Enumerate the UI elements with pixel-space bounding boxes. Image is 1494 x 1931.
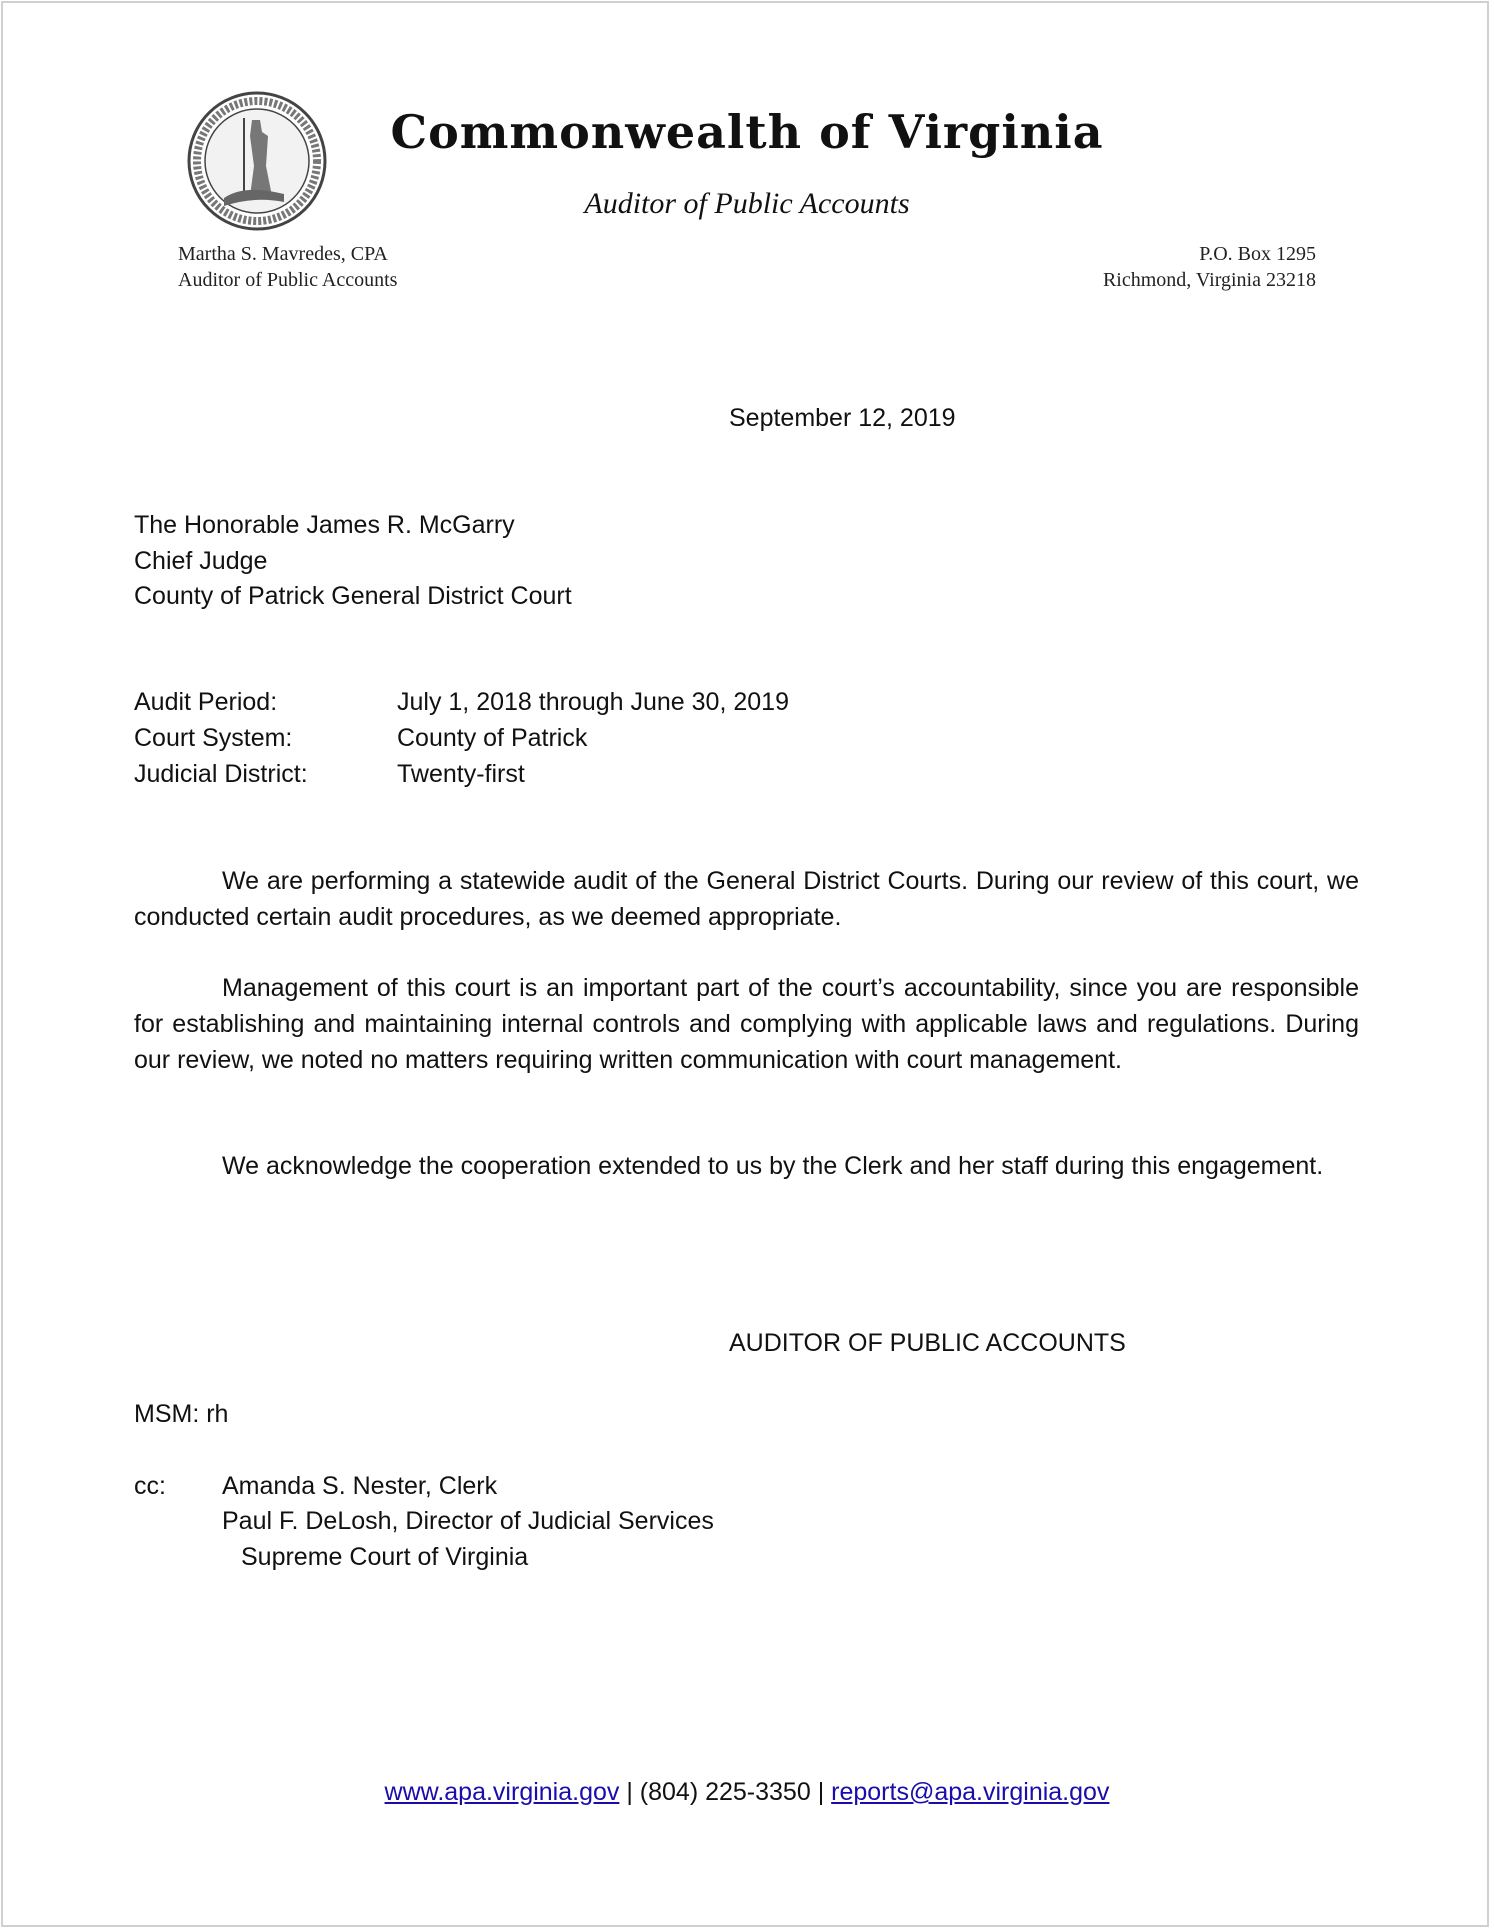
- letterhead-subtitle: Auditor of Public Accounts: [584, 187, 910, 220]
- cc-label: cc:: [134, 1472, 166, 1500]
- city-address: Richmond, Virginia 23218: [1102, 269, 1316, 291]
- po-box: P.O. Box 1295: [1199, 243, 1316, 265]
- auditor-name: Martha S. Mavredes, CPA: [178, 243, 388, 265]
- recipient-line: The Honorable James R. McGarry: [134, 511, 515, 539]
- phone-number: (804) 225-3350: [639, 1778, 811, 1806]
- cc-line: Paul F. DeLosh, Director of Judicial Services: [222, 1507, 714, 1535]
- cc-line: Supreme Court of Virginia: [241, 1543, 529, 1571]
- footer: [0, 1778, 1494, 1807]
- paragraph-3: [134, 1148, 1359, 1184]
- recipient-line: County of Patrick General District Court: [134, 582, 572, 610]
- letter-date: September 12, 2019: [729, 404, 956, 432]
- signature-block: AUDITOR OF PUBLIC ACCOUNTS: [729, 1329, 1126, 1357]
- court-system-value: County of Patrick: [397, 724, 588, 752]
- website-link[interactable]: www.apa.virginia.gov: [384, 1778, 620, 1806]
- separator: |: [810, 1778, 832, 1806]
- separator: |: [619, 1778, 640, 1806]
- paragraph-1: [134, 863, 1359, 935]
- audit-period-label: Audit Period:: [134, 688, 278, 716]
- judicial-district-label: Judicial District:: [134, 760, 308, 788]
- initials: MSM: rh: [134, 1400, 229, 1428]
- auditor-title: Auditor of Public Accounts: [178, 269, 398, 291]
- paragraph-text: We are performing a statewide audit of the General District Courts. During our review of this court, we conducted certain audit procedures, as we deemed appropriate.: [134, 867, 1359, 931]
- email-link[interactable]: reports@apa.virginia.gov: [831, 1778, 1110, 1806]
- judicial-district-value: Twenty-first: [397, 760, 525, 788]
- paragraph-text: We acknowledge the cooperation extended to us by the Clerk and her staff during this engagement.: [222, 1152, 1324, 1180]
- paragraph-2: [134, 970, 1359, 1078]
- paragraph-text: Management of this court is an important part of the court’s accountability, since you are responsible for establishing and maintaining internal controls and complying with applicable laws and regulations. During our review, we noted no matters requiring written communication with court management.: [134, 974, 1359, 1074]
- letterhead-title: Commonwealth of Virginia: [390, 105, 1104, 159]
- cc-line: Amanda S. Nester, Clerk: [222, 1472, 498, 1500]
- audit-period-value: July 1, 2018 through June 30, 2019: [397, 688, 789, 716]
- court-system-label: Court System:: [134, 724, 293, 752]
- recipient-line: Chief Judge: [134, 547, 268, 575]
